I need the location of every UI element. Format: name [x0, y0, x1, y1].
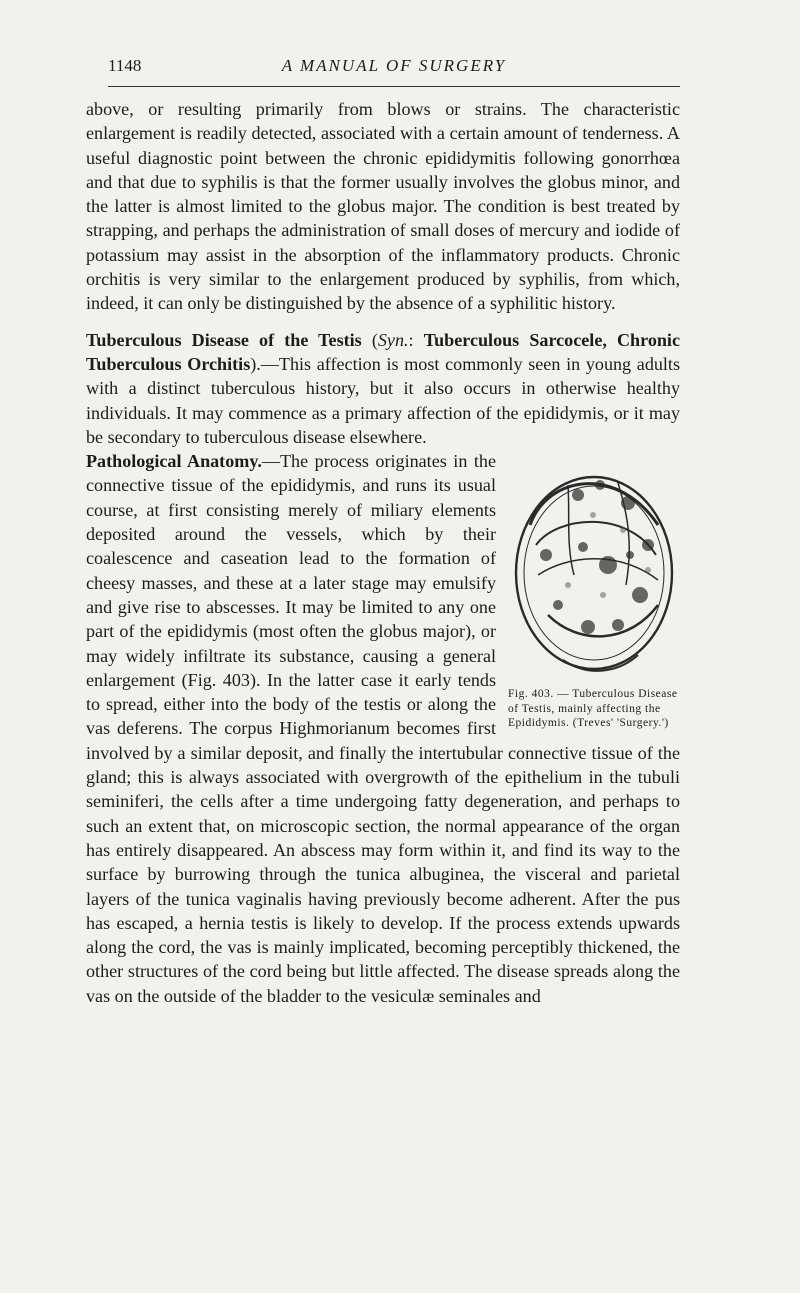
paragraph-tuberculous-disease [86, 328, 680, 449]
figure-403 [508, 455, 680, 731]
testis-illustration [508, 455, 678, 685]
page-header [108, 56, 680, 86]
figure-caption: Fig. 403. — Tuberculous Disease of Testis, mainly affecting the Epididymis. (Treves' 'Surgery.') [508, 688, 678, 730]
paragraph-chronic-orchitis: above, or resulting primarily from blows or strains. The characteristic enlargement is readily detected, associated with a certain amount of tenderness. A useful diagnostic point between the chronic epididymitis following gonorrhœa and that due to syphilis is that the former usually involves the globus minor, and the latter is almost limited to the globus major. The condition is best treated by strapping, and perhaps the administration of small doses of mercury and iodide of potassium may assist in the absorption of the inflammatory products. Chronic orchitis is very similar to the enlargement produced by syphilis, from which, indeed, it can only be distinguished by the absence of a syphilitic history. [86, 99, 680, 314]
section-intro: .—This affection is most commonly seen in young adults with a distinct tuberculous history, but it also occurs in otherwise healthy individuals. It may commence as a primary affection of the epididymis, or it may be secondary to tuberculous disease elsewhere. [86, 353, 681, 447]
body-text [86, 97, 680, 1008]
running-title: A MANUAL OF SURGERY [281, 56, 507, 75]
syn-label: Syn. [377, 329, 409, 350]
syn-separator: : [408, 329, 424, 350]
header-rule [108, 86, 680, 87]
synonym-terms: Tuberculous Sarcocele, Chronic Tuberculous Orchitis [86, 329, 680, 374]
section-heading: Tuberculous Disease of the Testis [86, 329, 362, 350]
pathology-text: —The process originates in the connective tissue of the epididymis, and runs its usual course, at first consisting merely of miliary elements deposited around the vessels, which by their coalescence and caseation lead to the formation of cheesy masses, and these at a later stage may emulsify and give rise to abscesses. It may be limited to any one part of the epididymis (most often the globus major), or may widely infiltrate its substance, causing a general enlargement (Fig. 403). In the latter case it early tends to spread, either into the body of the testis or along the vas deferens. The corpus Highmorianum becomes first involved by a similar deposit, and finally the intertubular connective tissue of the gland; this is always associated with overgrowth of the epithelium in the tubuli seminiferi, the cells after a time undergoing fatty degeneration, and perhaps to such an extent that, on microscopic section, the normal appearance of the organ has entirely disappeared. An abscess may form within it, and find its way to the surface by burrowing through the tunica albuginea, the visceral and parietal layers of the tunica vaginalis having previously become adherent. After the pus has escaped, a hernia testis is likely to develop. If the process extends upwards along the cord, the vas is mainly implicated, becoming perceptibly thickened, the other structures of the cord being but little affected. The disease spreads along the vas on the outside of the bladder to the vesiculæ seminales and [86, 451, 680, 1006]
pathology-heading: Pathological Anatomy. [86, 451, 262, 472]
syn-close: ) [250, 353, 257, 374]
page-number: 1148 [108, 56, 142, 75]
syn-open: ( [361, 329, 378, 350]
